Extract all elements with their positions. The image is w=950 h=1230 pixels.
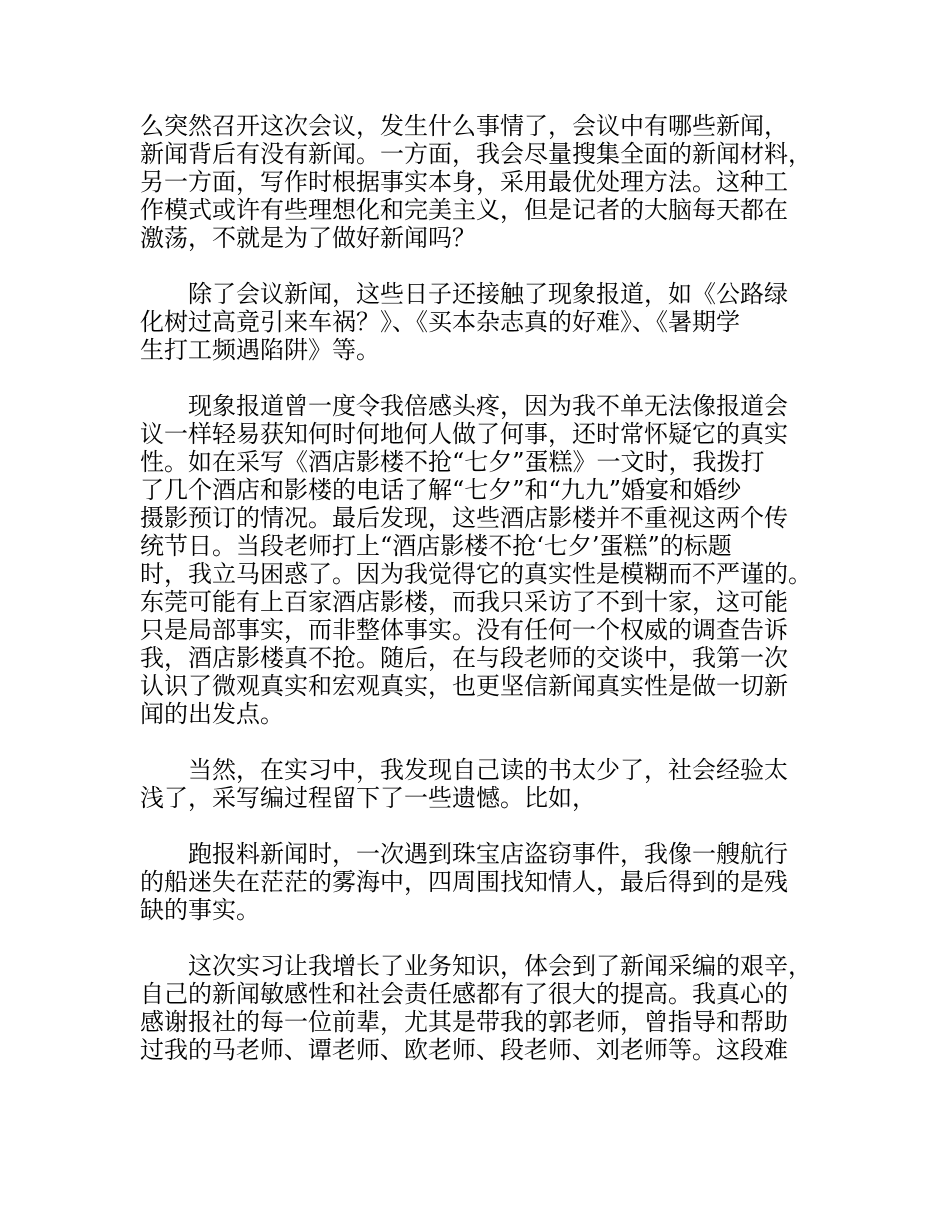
paragraph-1 bbox=[140, 112, 820, 252]
text-line: 了几个酒店和影楼的电话了解“七夕”和“九九”婚宴和婚纱 bbox=[140, 476, 742, 504]
text-line: 议一样轻易获知何时何地何人做了何事，还时常怀疑它的真实 bbox=[140, 420, 788, 448]
text-line: 感谢报社的每一位前辈，尤其是带我的郭老师，曾指导和帮助 bbox=[140, 1008, 788, 1036]
document-page bbox=[140, 112, 820, 1092]
text-line: 自己的新闻敏感性和社会责任感都有了很大的提高。我真心的 bbox=[140, 980, 788, 1008]
text-line: 激荡，不就是为了做好新闻吗？ bbox=[140, 224, 476, 252]
text-line: 么突然召开这次会议，发生什么事情了，会议中有哪些新闻， bbox=[140, 112, 788, 140]
text-line: 化树过高竟引来车祸？》、《买本杂志真的好难》、《暑期学 bbox=[140, 308, 740, 336]
text-line: 摄影预订的情况。最后发现，这些酒店影楼并不重视这两个传 bbox=[140, 504, 788, 532]
text-line: 统节日。当段老师打上“酒店影楼不抢‘七夕’蛋糕”的标题 bbox=[140, 532, 732, 560]
text-line: 时，我立马困惑了。因为我觉得它的真实性是模糊而不严谨的。 bbox=[140, 560, 812, 588]
text-line: 另一方面，写作时根据事实本身，采用最优处理方法。这种工 bbox=[140, 168, 788, 196]
text-line: 性。如在采写《酒店影楼不抢“七夕”蛋糕》一文时，我拨打 bbox=[140, 448, 765, 476]
text-line: 当然，在实习中，我发现自己读的书太少了，社会经验太 bbox=[188, 756, 788, 784]
text-line: 的船迷失在茫茫的雾海中，四周围找知情人，最后得到的是残 bbox=[140, 868, 788, 896]
text-line: 现象报道曾一度令我倍感头疼，因为我不单无法像报道会 bbox=[188, 392, 788, 420]
text-line: 过我的马老师、谭老师、欧老师、段老师、刘老师等。这段难 bbox=[140, 1036, 788, 1064]
text-line: 跑报料新闻时，一次遇到珠宝店盗窃事件，我像一艘航行 bbox=[188, 840, 788, 868]
text-line: 作模式或许有些理想化和完美主义，但是记者的大脑每天都在 bbox=[140, 196, 788, 224]
paragraph-2 bbox=[140, 280, 820, 364]
text-line: 生打工频遇陷阱》等。 bbox=[140, 336, 380, 364]
text-line: 缺的事实。 bbox=[140, 896, 260, 924]
text-line: 只是局部事实，而非整体事实。没有任何一个权威的调查告诉 bbox=[140, 616, 788, 644]
text-line: 闻的出发点。 bbox=[140, 700, 284, 728]
paragraph-5 bbox=[140, 840, 820, 924]
text-line: 东莞可能有上百家酒店影楼，而我只采访了不到十家，这可能 bbox=[140, 588, 788, 616]
paragraph-6 bbox=[140, 952, 820, 1064]
paragraph-3 bbox=[140, 392, 820, 728]
text-line: 我，酒店影楼真不抢。随后，在与段老师的交谈中，我第一次 bbox=[140, 644, 788, 672]
text-line: 认识了微观真实和宏观真实，也更坚信新闻真实性是做一切新 bbox=[140, 672, 788, 700]
paragraph-4 bbox=[140, 756, 820, 812]
text-line: 这次实习让我增长了业务知识，体会到了新闻采编的艰辛， bbox=[188, 952, 812, 980]
text-line: 除了会议新闻，这些日子还接触了现象报道，如《公路绿 bbox=[188, 280, 788, 308]
text-line: 浅了，采写编过程留下了一些遗憾。比如， bbox=[140, 784, 596, 812]
text-line: 新闻背后有没有新闻。一方面，我会尽量搜集全面的新闻材料， bbox=[140, 140, 812, 168]
